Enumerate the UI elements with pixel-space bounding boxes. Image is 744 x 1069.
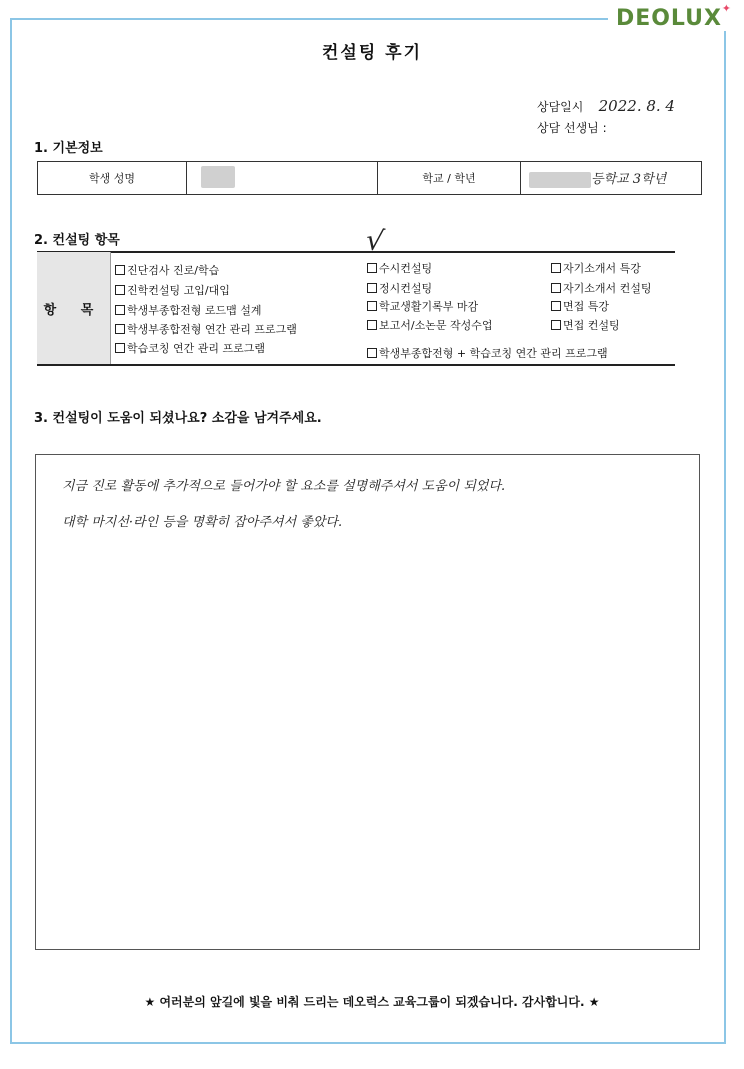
option-checkbox[interactable]: 면접 특강 bbox=[551, 298, 609, 314]
checkbox-icon bbox=[551, 283, 561, 293]
brand-logo bbox=[608, 2, 732, 31]
section-feedback-title: 3. 컨설팅이 도움이 되셨나요? 소감을 남겨주세요. bbox=[34, 411, 322, 426]
student-name-label: 학생 성명 bbox=[38, 162, 187, 195]
feedback-line: 지금 진로 활동에 추가적으로 들어가야 할 요소를 설명해주셔서 도움이 되었다. bbox=[62, 479, 506, 494]
checkbox-icon bbox=[367, 263, 377, 273]
redacted-name bbox=[201, 166, 235, 188]
checkbox-icon bbox=[367, 320, 377, 330]
checkbox-icon bbox=[551, 263, 561, 273]
items-top-rule bbox=[37, 251, 675, 253]
option-checkbox[interactable]: 학생부종합전형 연간 관리 프로그램 bbox=[115, 321, 297, 337]
checkbox-icon bbox=[367, 301, 377, 311]
basic-info-table bbox=[37, 161, 702, 195]
checkbox-icon bbox=[551, 301, 561, 311]
consult-date-label: 상담일시 bbox=[537, 100, 584, 114]
checkbox-icon bbox=[115, 343, 125, 353]
option-checkbox[interactable]: 보고서/소논문 작성수업 bbox=[367, 317, 492, 333]
student-name-value bbox=[187, 162, 378, 195]
feedback-line: 대학 마지선·라인 등을 명확히 잡아주셔서 좋았다. bbox=[62, 515, 343, 530]
consult-teacher-label: 상담 선생님 : bbox=[537, 121, 607, 135]
section-basic-info-title: 1. 기본정보 bbox=[34, 141, 103, 156]
option-checkbox[interactable]: 학생부종합전형 로드맵 설계 bbox=[115, 302, 262, 318]
checkbox-icon bbox=[551, 320, 561, 330]
footer-message: ★ 여러분의 앞길에 빛을 비춰 드리는 데오럭스 교육그룹이 되겠습니다. 감사합니다. ★ bbox=[144, 995, 600, 1009]
option-checkbox[interactable]: 진학컨설팅 고입/대입 bbox=[115, 282, 230, 298]
checkbox-icon bbox=[115, 265, 125, 275]
checkbox-icon bbox=[115, 305, 125, 315]
page-title: 컨설팅 후기 bbox=[321, 43, 423, 63]
option-checkbox[interactable]: 자기소개서 특강 bbox=[551, 260, 641, 276]
handwritten-check-icon: √ bbox=[363, 222, 387, 259]
items-row-header: 항 목 bbox=[37, 252, 111, 364]
consult-date-value: 2022. 8. 4 bbox=[598, 97, 675, 115]
option-checkbox[interactable]: 학교생활기록부 마감 bbox=[367, 298, 478, 314]
school-grade-value: 등학교 3학년 bbox=[521, 162, 702, 195]
brand-logo-text: DEOLUX bbox=[615, 6, 722, 31]
consult-teacher bbox=[537, 119, 607, 136]
school-grade-label: 학교 / 학년 bbox=[378, 162, 521, 195]
checkbox-icon bbox=[367, 348, 377, 358]
sparkle-icon: ✦ bbox=[721, 2, 732, 15]
option-checkbox-checked[interactable]: 수시컨설팅 bbox=[367, 260, 432, 276]
redacted-school bbox=[529, 172, 591, 188]
checkbox-icon bbox=[115, 285, 125, 295]
option-checkbox[interactable]: 자기소개서 컨설팅 bbox=[551, 280, 652, 296]
checkbox-icon bbox=[115, 324, 125, 334]
option-checkbox[interactable]: 정시컨설팅 bbox=[367, 280, 432, 296]
section-items-title: 2. 컨설팅 항목 bbox=[34, 233, 120, 248]
option-checkbox[interactable]: 진단검사 진로/학습 bbox=[115, 262, 219, 278]
consult-date bbox=[537, 97, 675, 115]
items-bottom-rule bbox=[37, 364, 675, 366]
option-checkbox[interactable]: 학생부종합전형 + 학습코칭 연간 관리 프로그램 bbox=[367, 345, 608, 361]
checkbox-icon bbox=[367, 283, 377, 293]
option-checkbox[interactable]: 면접 컨설팅 bbox=[551, 317, 620, 333]
option-checkbox[interactable]: 학습코칭 연간 관리 프로그램 bbox=[115, 340, 265, 356]
